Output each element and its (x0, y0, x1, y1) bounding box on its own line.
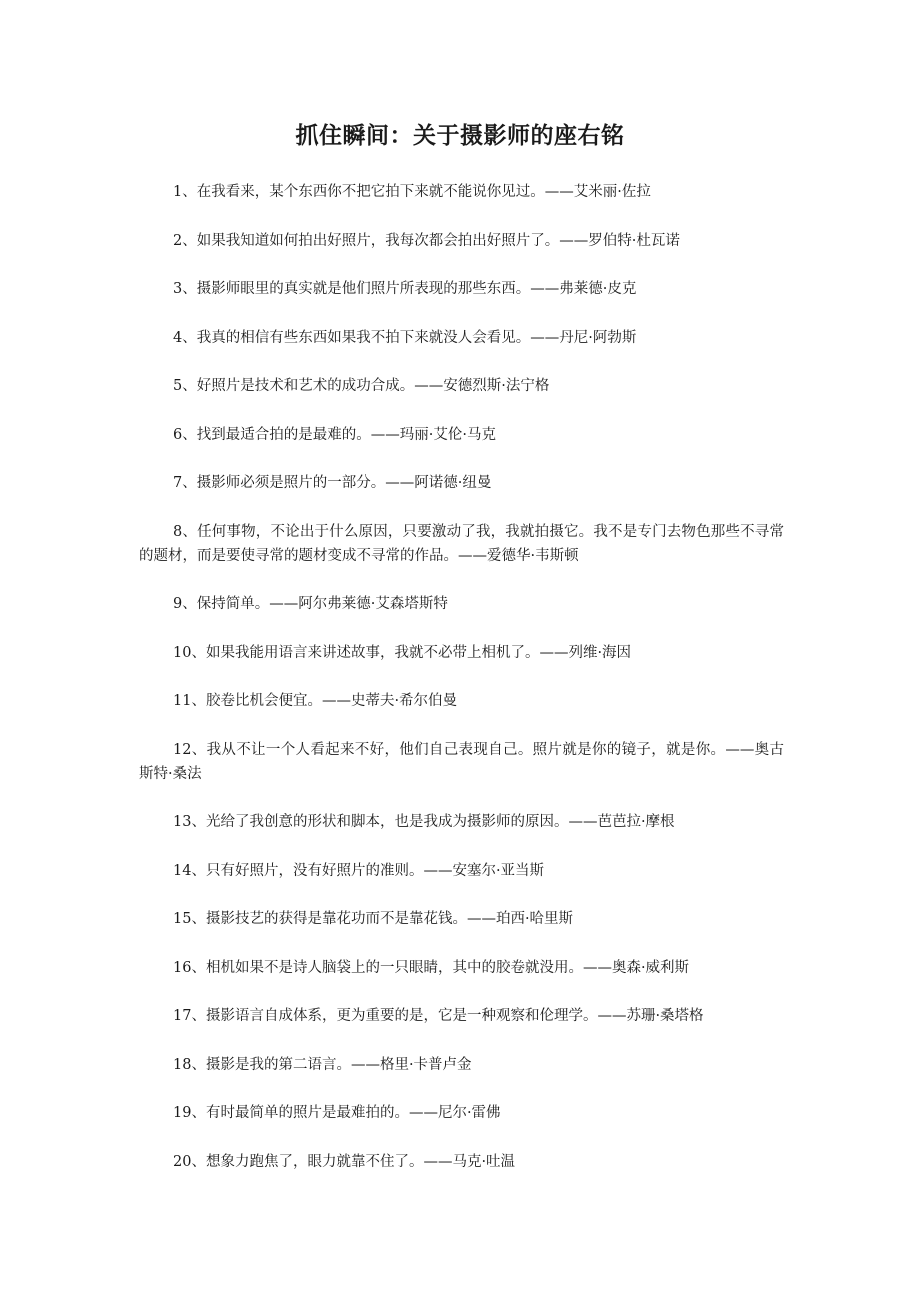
quote-item: 3、摄影师眼里的真实就是他们照片所表现的那些东西。——弗莱德·皮克 (173, 281, 637, 297)
quote-item: 19、有时最简单的照片是最难拍的。——尼尔·雷佛 (173, 1105, 501, 1121)
quote-item: 17、摄影语言自成体系，更为重要的是，它是一种观察和伦理学。——苏珊·桑塔格 (173, 1008, 704, 1024)
quote-item: 15、摄影技艺的获得是靠花功而不是靠花钱。——珀西·哈里斯 (173, 911, 574, 927)
document-title: 抓住瞬间：关于摄影师的座右铭 (295, 123, 625, 149)
quote-item: 16、相机如果不是诗人脑袋上的一只眼睛，其中的胶卷就没用。——奥森·威利斯 (173, 959, 690, 976)
quote-list (139, 180, 784, 1174)
quote-item: 9、保持简单。——阿尔弗莱德·艾森塔斯特 (173, 596, 448, 612)
quote-item: 8、任何事物，不论出于什么原因，只要激动了我，我就拍摄它。我不是专门去物色那些不寻常的题材，而是要使寻常的题材变成不寻常的作品。——爱德华·韦斯顿 (139, 523, 784, 564)
quote-item: 14、只有好照片，没有好照片的准则。——安塞尔·亚当斯 (173, 862, 545, 879)
quote-item: 5、好照片是技术和艺术的成功合成。——安德烈斯·法宁格 (173, 378, 550, 394)
quote-item: 18、摄影是我的第二语言。——格里·卡普卢金 (173, 1056, 472, 1073)
quote-item: 4、我真的相信有些东西如果我不拍下来就没人会看见。——丹尼·阿勃斯 (173, 329, 637, 346)
quote-item: 2、如果我知道如何拍出好照片，我每次都会拍出好照片了。——罗伯特·杜瓦诺 (173, 232, 680, 249)
quote-item: 13、光给了我创意的形状和脚本，也是我成为摄影师的原因。——芭芭拉·摩根 (173, 814, 675, 830)
quote-item: 1、在我看来，某个东西你不把它拍下来就不能说你见过。——艾米丽·佐拉 (173, 184, 651, 200)
quote-item: 12、我从不让一个人看起来不好，他们自己表现自己。照片就是你的镜子，就是你。——奥古斯特·桑法 (139, 741, 784, 782)
quote-item: 20、想象力跑焦了，眼力就靠不住了。——马克·吐温 (173, 1153, 516, 1170)
quote-item: 7、摄影师必须是照片的一部分。——阿诺德·纽曼 (173, 475, 492, 491)
quote-item: 11、胶卷比机会便宜。——史蒂夫·希尔伯曼 (173, 693, 458, 709)
quote-item: 6、找到最适合拍的是最难的。——玛丽·艾伦·马克 (173, 426, 496, 443)
quote-item: 10、如果我能用语言来讲述故事，我就不必带上相机了。——列维·海因 (173, 644, 632, 661)
